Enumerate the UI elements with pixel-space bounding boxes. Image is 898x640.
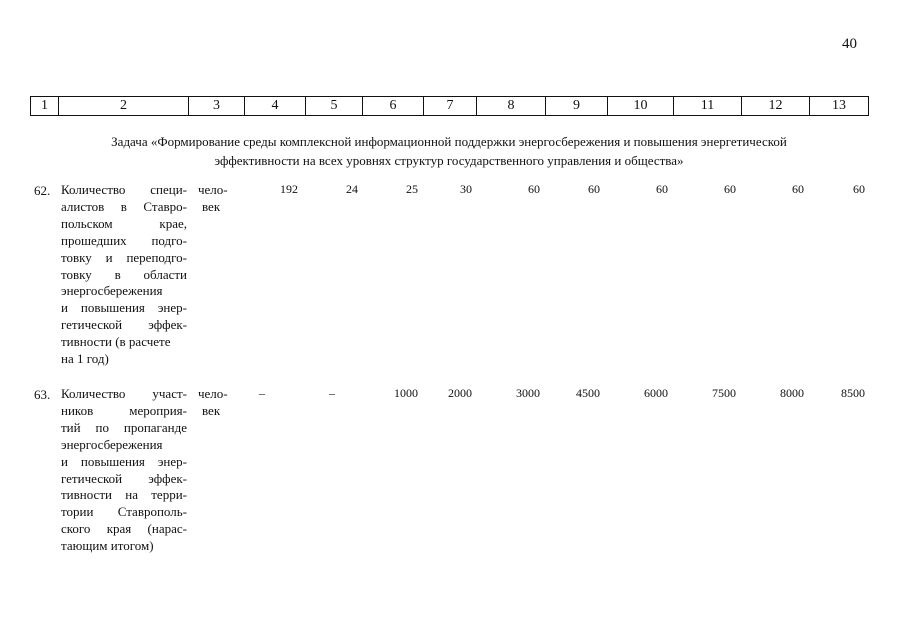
description-line: алистов в Ставро- bbox=[61, 198, 187, 214]
page-number: 40 bbox=[842, 36, 857, 52]
indicator-description bbox=[61, 386, 187, 555]
column-header-1: 1 bbox=[31, 97, 59, 115]
column-header-7: 7 bbox=[424, 97, 477, 115]
description-line: тории Ставрополь- bbox=[61, 504, 187, 520]
value-cell: – bbox=[259, 386, 265, 400]
unit-line: век bbox=[202, 402, 221, 418]
column-header-8: 8 bbox=[477, 97, 546, 115]
task-title-line: Задача «Формирование среды комплексной информационной поддержки энергосбережения и повышения энергетической bbox=[111, 134, 787, 149]
description-line: гетической эффек- bbox=[61, 317, 187, 333]
description-line: товку и переподго- bbox=[61, 249, 187, 265]
value-cell: 25 bbox=[406, 182, 418, 196]
description-line: тивности на терри- bbox=[61, 487, 187, 503]
value-cell: 3000 bbox=[516, 386, 540, 400]
value-cell: 60 bbox=[656, 182, 668, 196]
column-header-5: 5 bbox=[306, 97, 363, 115]
value-cell: – bbox=[329, 386, 335, 400]
column-header-10: 10 bbox=[608, 97, 674, 115]
description-line: и повышения энер- bbox=[61, 300, 187, 316]
column-header-3: 3 bbox=[189, 97, 245, 115]
task-title bbox=[30, 132, 868, 170]
task-title-line: эффективности на всех уровнях структур государственного управления и общества» bbox=[214, 153, 684, 168]
value-cell: 60 bbox=[853, 182, 865, 196]
description-line: польском крае, bbox=[61, 215, 187, 231]
description-line: энергосбережения bbox=[61, 283, 163, 299]
value-cell: 60 bbox=[528, 182, 540, 196]
unit-line: век bbox=[202, 198, 221, 214]
description-line: прошедших подго- bbox=[61, 232, 187, 248]
value-cell: 60 bbox=[792, 182, 804, 196]
value-cell: 6000 bbox=[644, 386, 668, 400]
description-line: Количество участ- bbox=[61, 386, 187, 401]
value-cell: 30 bbox=[460, 182, 472, 196]
unit-line: чело- bbox=[198, 386, 228, 401]
value-cell: 60 bbox=[724, 182, 736, 196]
description-line: товку в области bbox=[61, 266, 187, 282]
description-line: и повышения энер- bbox=[61, 453, 187, 469]
value-cell: 8500 bbox=[841, 386, 865, 400]
column-header-4: 4 bbox=[245, 97, 306, 115]
column-number-header bbox=[30, 96, 869, 116]
column-header-2: 2 bbox=[59, 97, 189, 115]
value-cell: 192 bbox=[280, 182, 298, 196]
row-number: 62. bbox=[34, 183, 51, 198]
column-header-13: 13 bbox=[810, 97, 869, 115]
column-header-11: 11 bbox=[674, 97, 742, 115]
column-header-12: 12 bbox=[742, 97, 810, 115]
value-cell: 60 bbox=[588, 182, 600, 196]
row-number: 63. bbox=[34, 387, 51, 402]
column-header-6: 6 bbox=[363, 97, 424, 115]
description-line: на 1 год) bbox=[61, 351, 109, 367]
column-header-9: 9 bbox=[546, 97, 608, 115]
description-line: тающим итогом) bbox=[61, 538, 154, 554]
description-line: тивности (в расчете bbox=[61, 334, 171, 350]
unit-of-measure bbox=[198, 182, 228, 216]
value-cell: 24 bbox=[346, 182, 358, 196]
description-line: энергосбережения bbox=[61, 436, 163, 452]
unit-line: чело- bbox=[198, 182, 228, 197]
value-cell: 8000 bbox=[780, 386, 804, 400]
indicator-description bbox=[61, 182, 187, 368]
unit-of-measure bbox=[198, 386, 228, 420]
value-cell: 1000 bbox=[394, 386, 418, 400]
description-line: Количество специ- bbox=[61, 182, 187, 197]
value-cell: 7500 bbox=[712, 386, 736, 400]
description-line: ников мероприя- bbox=[61, 402, 187, 418]
description-line: тий по пропаганде bbox=[61, 419, 187, 435]
description-line: ского края (нарас- bbox=[61, 521, 187, 537]
value-cell: 2000 bbox=[448, 386, 472, 400]
value-cell: 4500 bbox=[576, 386, 600, 400]
description-line: гетической эффек- bbox=[61, 470, 187, 486]
